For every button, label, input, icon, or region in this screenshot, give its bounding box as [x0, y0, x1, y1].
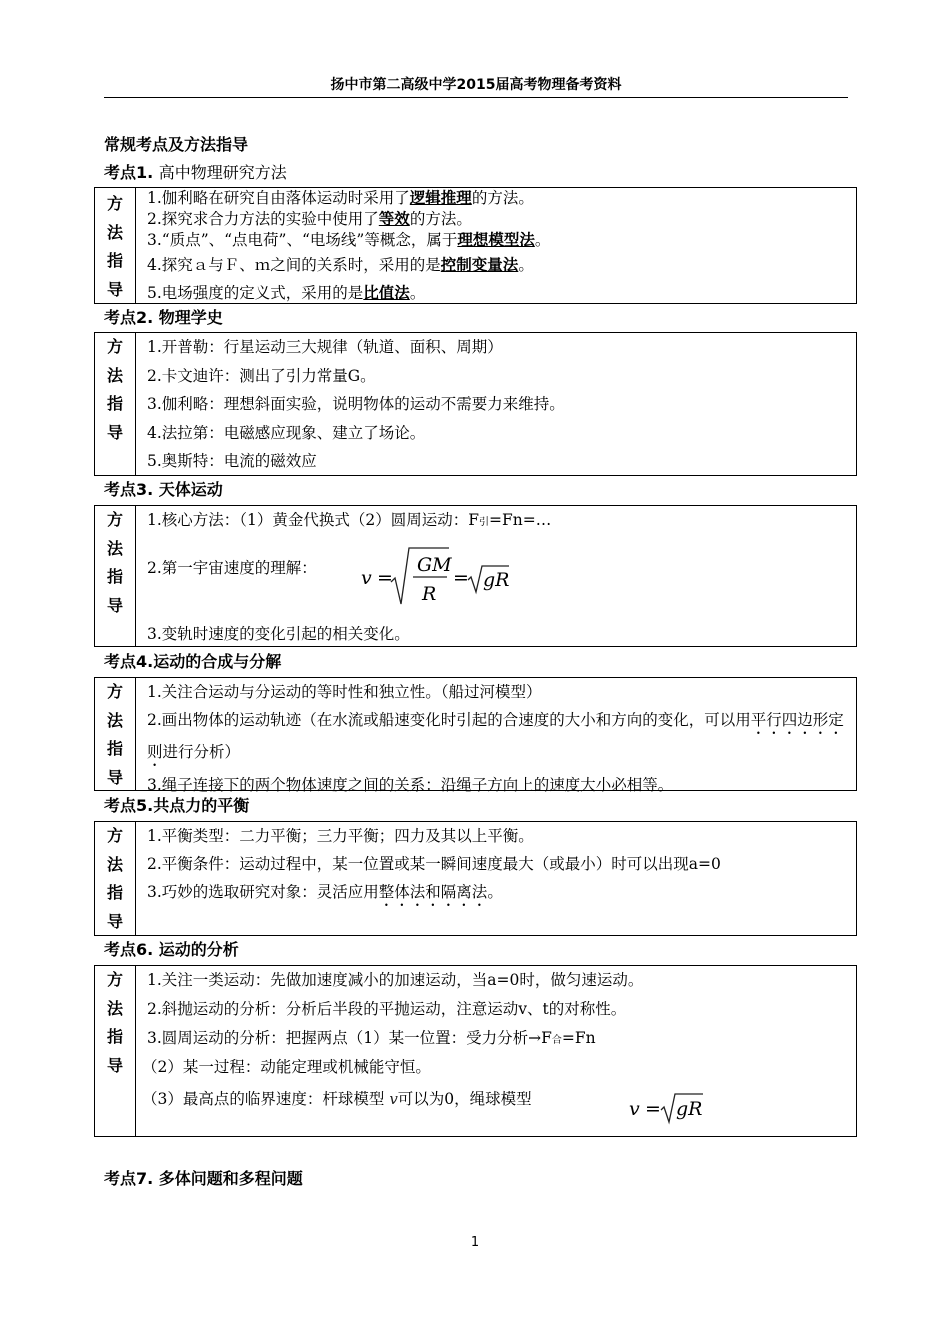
section-5-lines [147, 822, 850, 910]
label-char: 方 [106, 510, 123, 529]
list-item: 1.关注合运动与分运动的等时性和独立性。（船过河模型） [147, 683, 542, 701]
list-item: 4.法拉第：电磁感应现象、建立了场论。 [147, 423, 426, 442]
method-guide-label [95, 822, 136, 935]
label-char: 指 [106, 883, 123, 902]
list-item: 3.圆周运动的分析：把握两点（1）某一位置：受力分析→F合=Fn [147, 1029, 596, 1047]
keyword: 比值法 [363, 284, 410, 302]
formula-v: v [361, 567, 372, 589]
label-char: 指 [106, 1027, 123, 1046]
list-item: 3.巧妙的选取研究对象：灵活应用整体法和隔离法。 [147, 883, 503, 901]
keyword: 等效 [378, 210, 410, 228]
emphasis-text: 整体法和隔离法 [378, 883, 488, 901]
document-title: 常规考点及方法指导 [104, 135, 249, 154]
section-6-heading: 考点6. 运动的分析 [104, 940, 239, 959]
section-1-heading-kd: 考点1. [104, 163, 154, 182]
header-rule [104, 97, 848, 98]
formula-eq: = [453, 567, 469, 589]
method-guide-label [95, 678, 136, 790]
label-char: 指 [106, 739, 123, 758]
variable-v: v [389, 1090, 398, 1108]
list-item: 1.关注一类运动：先做加速度减小的加速运动，当a=0时，做匀速运动。 [147, 971, 644, 989]
label-char: 指 [106, 567, 123, 586]
formula-eq: = [645, 1098, 661, 1120]
rope-model-formula [627, 1088, 715, 1128]
label-char: 导 [106, 1055, 123, 1075]
label-char: 方 [106, 682, 123, 701]
list-item: 3.“质点”、“点电荷”、“电场线”等概念，属于理想模型法。 [147, 231, 551, 249]
label-char: 方 [106, 194, 123, 213]
label-char: 指 [106, 394, 123, 413]
formula-denominator: R [422, 583, 437, 605]
list-item: （2）某一过程：动能定理或机械能守恒。 [142, 1058, 431, 1076]
method-guide-label [95, 188, 136, 303]
section-4-lines [147, 678, 850, 800]
label-char: 导 [106, 911, 123, 931]
label-char: 指 [106, 251, 123, 270]
list-item: 5.电场强度的定义式，采用的是比值法。 [147, 284, 426, 302]
formula-rhs: gR [483, 569, 510, 591]
section-7-heading: 考点7. 多体问题和多程问题 [104, 1169, 303, 1188]
list-item: 2.斜抛运动的分析：分析后半段的平抛运动，注意运动v、t的对称性。 [147, 1000, 627, 1018]
section-6-box [94, 965, 857, 1137]
section-1-heading-name: 高中物理研究方法 [158, 163, 287, 182]
section-1-lines [147, 188, 850, 307]
list-item: （3）最高点的临界速度：杆球模型 v可以为0，绳球模型 [142, 1090, 532, 1108]
section-4-box [94, 677, 857, 794]
list-item: 3.变轨时速度的变化引起的相关变化。 [147, 625, 410, 643]
label-char: 法 [106, 222, 123, 242]
section-3-heading: 考点3. 天体运动 [104, 480, 223, 499]
label-char: 法 [106, 538, 123, 558]
first-cosmic-velocity-formula [357, 544, 517, 610]
formula-rhs: gR [676, 1098, 703, 1120]
label-char: 方 [106, 970, 123, 989]
section-1-heading [104, 162, 287, 184]
emphasis-text: 平行四边形定则 [147, 711, 844, 761]
section-2-lines [147, 333, 850, 476]
page-header-title: 扬中市第二高级中学2015届高考物理备考资料 [330, 77, 622, 93]
section-5-box [94, 821, 857, 936]
section-2-heading: 考点2. 物理学史 [104, 308, 223, 327]
label-char: 法 [106, 854, 123, 874]
label-char: 导 [106, 422, 123, 442]
keyword: 控制变量法 [440, 256, 519, 274]
list-item: 2.画出物体的运动轨迹（在水流或船速变化时引起的合速度的大小和方向的变化，可以用平行四边形定则进行分析） [147, 711, 844, 761]
section-2-box [94, 332, 857, 476]
label-char: 导 [106, 767, 123, 787]
label-char: 法 [106, 365, 123, 385]
section-4-heading: 考点4.运动的合成与分解 [104, 652, 282, 671]
section-1-box [94, 187, 857, 304]
keyword: 逻辑推理 [409, 189, 472, 207]
formula-v: v [629, 1098, 640, 1120]
label-char: 导 [106, 595, 123, 615]
formula-eq: = [377, 567, 393, 589]
list-item: 2.第一宇宙速度的理解： [147, 559, 317, 577]
section-6-lines [147, 966, 850, 1056]
keyword: 理想模型法 [457, 231, 535, 249]
list-item: 2.卡文迪许：测出了引力常量G。 [147, 366, 376, 385]
list-item: 1.开普勒：行星运动三大规律（轨道、面积、周期） [147, 338, 503, 356]
label-char: 法 [106, 710, 123, 730]
label-char: 方 [106, 826, 123, 845]
method-guide-label [95, 506, 136, 646]
list-item: 1.伽利略在研究自由落体运动时采用了逻辑推理的方法。 [147, 189, 534, 207]
label-char: 导 [106, 279, 123, 299]
method-guide-label [95, 966, 136, 1136]
formula-numerator: GM [417, 554, 452, 576]
list-item: 3.绳子连接下的两个物体速度之间的关系：沿绳子方向上的速度大小必相等。 [147, 776, 674, 794]
list-item: 5.奥斯特：电流的磁效应 [147, 452, 317, 470]
list-item: 3.伽利略：理想斜面实验，说明物体的运动不需要力来维持。 [147, 395, 565, 413]
section-3-box [94, 505, 857, 647]
list-item: 2.探究求合力方法的实验中使用了等效的方法。 [147, 210, 472, 228]
list-item: 1.核心方法：（1）黄金代换式（2）圆周运动：F引=Fn=… [147, 511, 552, 529]
list-item: 1.平衡类型：二力平衡；三力平衡；四力及其以上平衡。 [147, 827, 534, 845]
label-char: 法 [106, 998, 123, 1018]
page-number: 1 [470, 1235, 480, 1250]
list-item: 4.探究ａ与Ｆ、ｍ之间的关系时，采用的是控制变量法。 [147, 256, 534, 274]
label-char: 方 [106, 337, 123, 356]
section-5-heading: 考点5.共点力的平衡 [104, 796, 250, 815]
list-item: 2.平衡条件：运动过程中，某一位置或某一瞬间速度最大（或最小）时可以出现a=0 [147, 855, 721, 873]
method-guide-label [95, 333, 136, 475]
